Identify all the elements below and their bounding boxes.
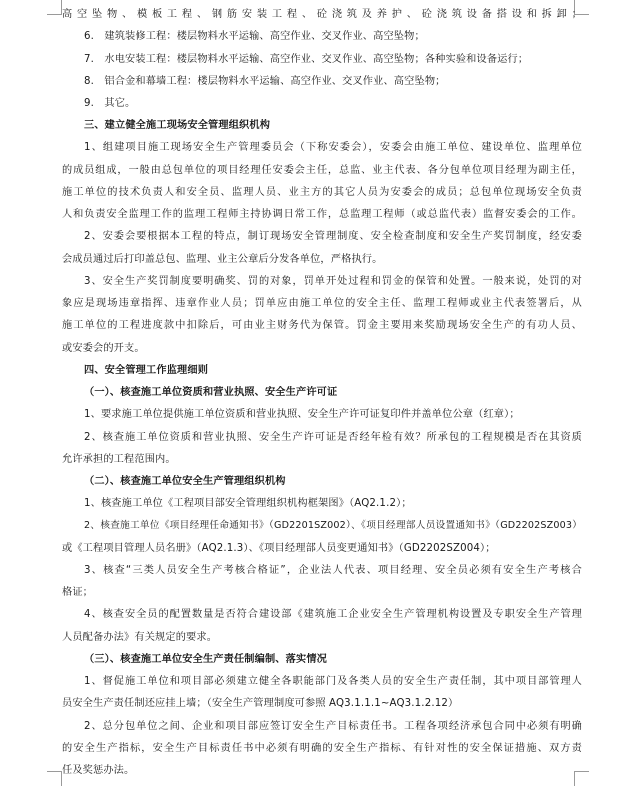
paragraph-line: 1、核查施工单位《工程项目部安全管理组织机构框架图》（AQ2.1.2）； — [84, 498, 412, 510]
paragraph-line: 2、核查施工单位资质和营业执照、安全生产许可证是否经年检有效？所承包的工程规模是否在其资质 — [84, 431, 582, 443]
list-item: 6. 建筑装修工程：楼层物料水平运输、高空作业、交叉作业、高空坠物； — [84, 31, 425, 43]
paragraph-line: 2、总分包单位之间、企业和项目部应签订安全生产目标责任书。工程各项经济承包合同中必须有明确 — [84, 720, 582, 732]
paragraph-line: 任及奖惩办法。 — [62, 765, 135, 776]
paragraph-line: 3、安全生产奖罚制度要明确奖、罚的对象，罚单开处过程和罚金的保管和处置。一般来说，处罚的对 — [84, 275, 582, 287]
paragraph-line: 1、要求施工单位提供施工单位资质和营业执照、安全生产许可证复印件并盖单位公章（红章）； — [84, 409, 520, 421]
paragraph-line: 的安全生产指标，安全生产目标责任书中必须有明确的安全生产指标、有针对性的安全保证措施、双方责 — [62, 742, 582, 754]
paragraph-line: 2、核查施工单位《项目经理任命通知书》（GD2201SZ002）、《项目经理部人员设置通知书》（GD2202SZ003） — [84, 520, 582, 532]
paragraph-line: 2、安委会要根据本工程的特点，制订现场安全管理制度、安全检查制度和安全生产奖罚制度，经安委 — [84, 231, 582, 243]
paragraph-line: 允许承担的工程范围内。 — [62, 453, 176, 465]
list-item: 7. 水电安装工程：楼层物料水平运输、高空作业、交叉作业、高空坠物；各种实验和设备运行； — [84, 53, 529, 65]
paragraph-line: 施工单位的工程进度款中扣除后，可由业主财务代为保管。罚金主要用来奖励现场安全生产的有功人员、 — [62, 320, 582, 332]
subsection-heading: （三）、核查施工单位安全生产责任制编制、落实情况 — [84, 653, 327, 665]
paragraph-line: 或安委会的开支。 — [62, 342, 145, 354]
paragraph-line: 象应是现场违章指挥、违章作业人员；罚单应由施工单位的安全主任、监理工程师或业主代表签署后，从 — [62, 298, 582, 310]
list-item: 8. 铝合金和幕墙工程：楼层物料水平运输、高空作业、交叉作业、高空坠物； — [84, 75, 446, 87]
paragraph-line: 3、核查“三类人员安全生产考核合格证”，企业法人代表、项目经理、安全员必须有安全生产考核合 — [84, 564, 582, 576]
paragraph-line: 员安全生产责任制还应挂上墙；（安全生产管理制度可参照 AQ3.1.1.1~AQ3.1.2.12） — [62, 698, 459, 710]
paragraph-line: 1、督促施工单位和项目部必须建立健全各职能部门及各类人员的安全生产责任制，其中项目部管理人 — [84, 676, 582, 688]
paragraph-line: 高空坠物、模板工程、钢筋安装工程、砼浇筑及养护、砼浇筑设备搭设和拆卸； — [62, 9, 582, 20]
section-heading: 四、安全管理工作监理细则 — [84, 364, 209, 376]
paragraph-line: 人员配备办法》有关规定的要求。 — [62, 631, 218, 643]
section-heading: 三、建立健全施工现场安全管理组织机构 — [84, 120, 271, 132]
paragraph-line: 会成员通过后打印盖总包、监理、业主公章后分发各单位，严格执行。 — [62, 253, 383, 265]
list-item: 9. 其它。 — [84, 97, 136, 109]
subsection-heading: （二）、核查施工单位安全生产管理组织机构 — [84, 475, 286, 487]
paragraph-line: 施工单位的技术负责人和安全员、监理人员、业主方的其它人员为安委会的成员；总包单位现场安全负责 — [62, 186, 582, 198]
paragraph-line: 人和负责安全监理工作的监理工程师主持协调日常工作，总监理工程师（或总监代表）监督安委会的工作。 — [62, 209, 582, 221]
paragraph-line: 或《工程项目管理人员名册》（AQ2.1.3）、《项目经理部人员变更通知书》（GD2202SZ004）； — [62, 542, 496, 554]
paragraph-line: 的成员组成，一般由总包单位的项目经理任安委会主任，总监、业主代表、各分包单位项目经理为副主任， — [62, 164, 582, 176]
paragraph-line: 4、核查安全员的配置数量是否符合建设部《建筑施工企业安全生产管理机构设置及专职安全生产管理 — [84, 609, 582, 621]
paragraph-line: 格证； — [62, 587, 94, 599]
margin-corner-mark — [47, 0, 62, 15]
subsection-heading: （一）、核查施工单位资质和营业执照、安全生产许可证 — [84, 387, 338, 398]
paragraph-line: 1、组建项目施工现场安全生产管理委员会（下称安委会），安委会由施工单位、建设单位、监理单位 — [84, 142, 582, 154]
